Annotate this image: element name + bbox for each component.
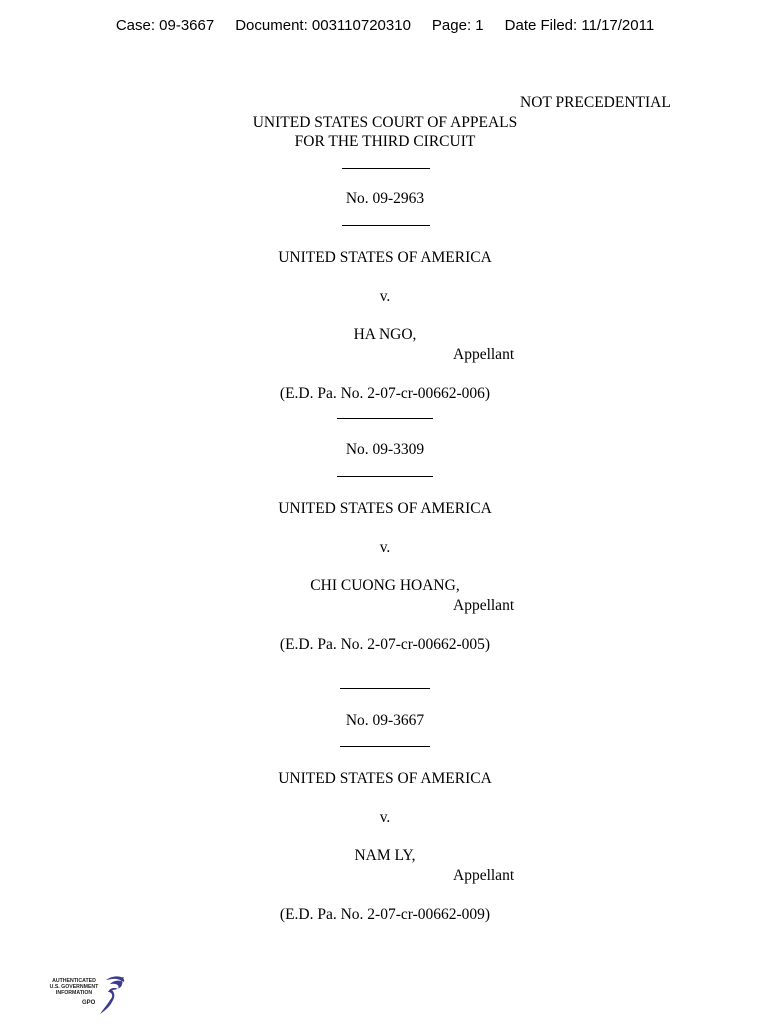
lower-court-docket: (E.D. Pa. No. 2-07-cr-00662-009) xyxy=(279,906,491,923)
gpo-authentication-logo xyxy=(44,974,128,1016)
separator-rule xyxy=(337,418,433,419)
logo-line: U.S. GOVERNMENT xyxy=(49,984,99,990)
plaintiff-name: UNITED STATES OF AMERICA xyxy=(278,249,492,266)
separator-rule xyxy=(340,746,430,747)
court-name-line1: UNITED STATES COURT OF APPEALS xyxy=(252,114,518,131)
lower-court-docket: (E.D. Pa. No. 2-07-cr-00662-006) xyxy=(279,385,491,402)
case-number-header: Case: 09-3667 xyxy=(115,17,215,34)
appellant-role: Appellant xyxy=(453,597,515,614)
separator-rule xyxy=(337,476,433,477)
defendant-name: NAM LY, xyxy=(354,847,416,864)
gpo-eagle-icon xyxy=(100,974,128,1016)
case-number: No. 09-3667 xyxy=(345,712,425,729)
lower-court-docket: (E.D. Pa. No. 2-07-cr-00662-005) xyxy=(279,636,491,653)
versus-label: v. xyxy=(379,809,391,826)
date-filed-header: Date Filed: 11/17/2011 xyxy=(504,17,655,34)
plaintiff-name: UNITED STATES OF AMERICA xyxy=(278,500,492,517)
filing-header xyxy=(0,17,770,34)
appellant-role: Appellant xyxy=(453,867,515,884)
versus-label: v. xyxy=(379,288,391,305)
case-number: No. 09-3309 xyxy=(345,441,425,458)
separator-rule xyxy=(342,225,430,226)
logo-caption xyxy=(44,978,104,996)
document-number-header: Document: 003110720310 xyxy=(235,17,411,34)
appellant-role: Appellant xyxy=(453,346,515,363)
court-name-line2: FOR THE THIRD CIRCUIT xyxy=(294,133,476,150)
versus-label: v. xyxy=(379,539,391,556)
logo-gpo-mark: GPO xyxy=(82,1000,96,1006)
defendant-name: HA NGO, xyxy=(353,326,417,343)
page-number-header: Page: 1 xyxy=(431,17,484,34)
defendant-name: CHI CUONG HOANG, xyxy=(310,577,460,594)
separator-rule xyxy=(342,168,430,169)
plaintiff-name: UNITED STATES OF AMERICA xyxy=(278,770,492,787)
separator-rule xyxy=(340,688,430,689)
case-number: No. 09-2963 xyxy=(345,190,425,207)
precedential-status: NOT PRECEDENTIAL xyxy=(520,94,671,111)
logo-line: INFORMATION xyxy=(55,990,93,996)
logo-line: AUTHENTICATED xyxy=(52,978,96,984)
